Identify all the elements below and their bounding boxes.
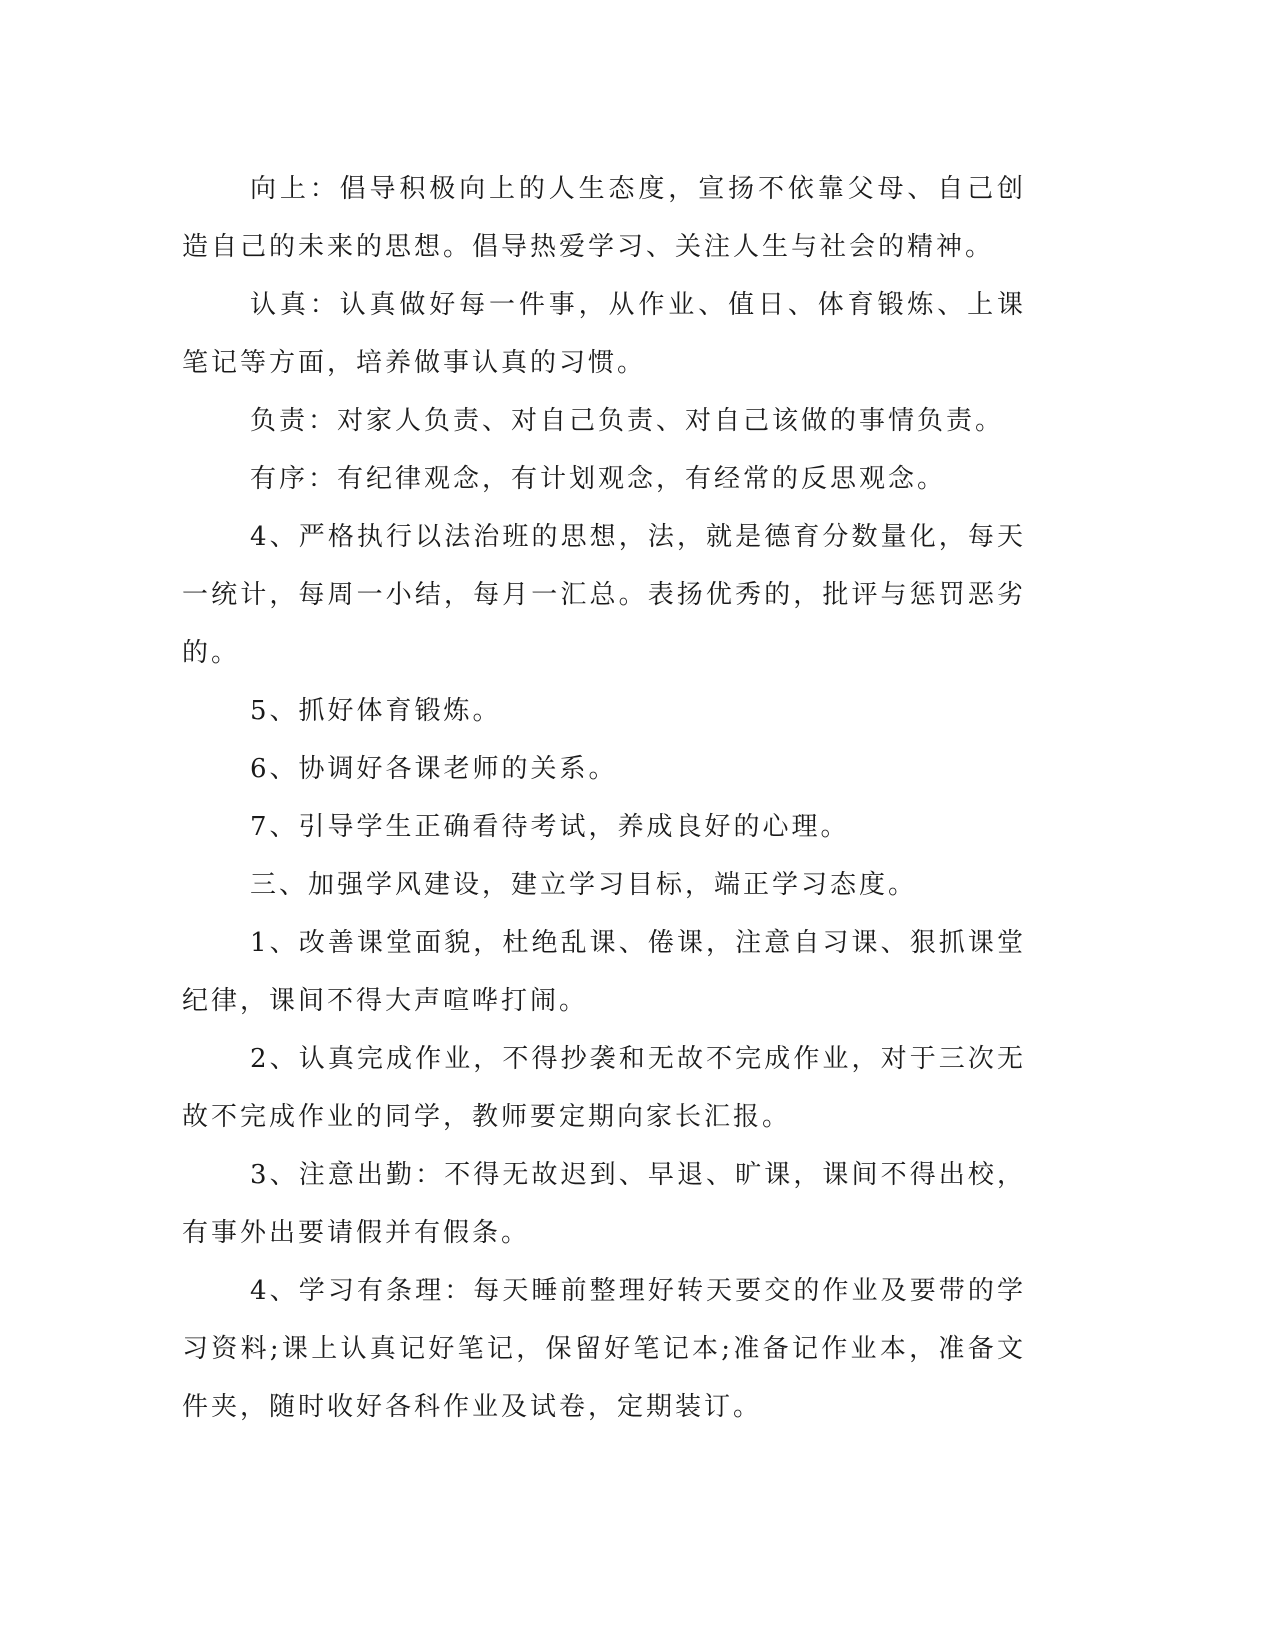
paragraph-study-item-3-attendance: 3、注意出勤：不得无故迟到、早退、旷课，课间不得出校，有事外出要请假并有假条。	[182, 1160, 1026, 1248]
paragraph-item-6-teacher-relations: 6、协调好各课老师的关系。	[250, 754, 618, 784]
paragraph-attitude-serious: 认真：认真做好每一件事，从作业、值日、体育锻炼、上课笔记等方面，培养做事认真的习惯。	[182, 290, 1026, 378]
paragraph-item-4-rule-of-law: 4、严格执行以法治班的思想，法，就是德育分数量化，每天一统计，每周一小结，每月一汇总。表扬优秀的，批评与惩罚恶劣的。	[182, 522, 1026, 668]
paragraph-study-item-4-organization: 4、学习有条理：每天睡前整理好转天要交的作业及要带的学习资料;课上认真记好笔记，保留好笔记本;准备记作业本，准备文件夹，随时收好各科作业及试卷，定期装订。	[182, 1276, 1026, 1422]
paragraph-study-item-1-classroom: 1、改善课堂面貌，杜绝乱课、倦课，注意自习课、狠抓课堂纪律，课间不得大声喧哗打闹。	[182, 928, 1026, 1016]
paragraph-study-item-2-homework: 2、认真完成作业，不得抄袭和无故不完成作业，对于三次无故不完成作业的同学，教师要定期向家长汇报。	[182, 1044, 1026, 1132]
document-body	[182, 160, 1026, 1436]
section-heading-study-style: 三、加强学风建设，建立学习目标，端正学习态度。	[250, 870, 918, 900]
paragraph-item-5-physical-exercise: 5、抓好体育锻炼。	[250, 696, 502, 726]
paragraph-attitude-responsible: 负责：对家人负责、对自己负责、对自己该做的事情负责。	[250, 406, 1005, 436]
paragraph-attitude-orderly: 有序：有纪律观念，有计划观念，有经常的反思观念。	[250, 464, 947, 494]
paragraph-attitude-positive: 向上：倡导积极向上的人生态度，宣扬不依靠父母、自己创造自己的未来的思想。倡导热爱学习、关注人生与社会的精神。	[182, 174, 1026, 262]
paragraph-item-7-exam-attitude: 7、引导学生正确看待考试，养成良好的心理。	[250, 812, 850, 842]
